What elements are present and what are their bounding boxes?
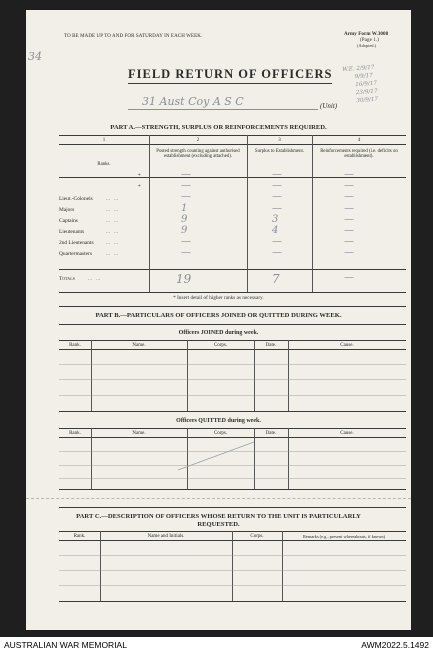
quitted-col-cause: Cause. <box>340 431 354 436</box>
form-adopted: (Adopted.) <box>357 43 377 48</box>
joined-col-divider <box>91 340 92 411</box>
part-c-col-rank: Rank. <box>73 534 86 539</box>
archive-caption <box>0 637 433 653</box>
rank-row-label: * <box>138 184 141 190</box>
part-b-heading: PART B.—PARTICULARS OF OFFICERS JOINED OR QUITTED DURING WEEK. <box>95 312 342 319</box>
ranks-header: Ranks. <box>97 162 111 167</box>
strength-value: — <box>181 191 191 202</box>
rank-row-label: Lieut.-Colonels <box>59 196 93 202</box>
reinforcements-value: — <box>344 225 354 236</box>
rank-row-label: * <box>138 173 141 179</box>
part-a-col-divider <box>312 135 313 292</box>
reinforcements-value: — <box>344 169 354 180</box>
archive-name: AUSTRALIAN WAR MEMORIAL <box>4 640 127 650</box>
strength-header: Posted strength counting against authorised establishment (excluding attached). <box>156 149 240 160</box>
unit-line <box>128 109 318 110</box>
reinforcements-header: Reinforcements required (i.e. deficits on establishment). <box>320 149 398 160</box>
part-c-top-rule <box>59 507 406 508</box>
part-c-col-remarks: Remarks (e.g., present whereabouts, if known) <box>302 534 386 539</box>
part-c-heading: PART C.—DESCRIPTION OF OFFICERS WHOSE RETURN TO THE UNIT IS PARTICULARLY <box>76 513 361 520</box>
pencil-stroke <box>176 440 256 472</box>
rank-row-label: Captains <box>59 218 78 224</box>
surplus-value: — <box>272 180 282 191</box>
rank-row-label: Quartermasters <box>59 251 92 257</box>
quitted-col-divider <box>288 428 289 489</box>
part-c-heading-cont: REQUESTED. <box>197 521 240 528</box>
rank-row-label: Majors <box>59 207 75 213</box>
quitted-title: Officers QUITTED during week. <box>176 418 261 424</box>
quitted-col-name: Name. <box>132 431 146 436</box>
part-b-rule <box>59 324 406 325</box>
joined-row-line <box>59 379 406 380</box>
part-c-bottom-rule <box>59 601 406 602</box>
joined-col-divider <box>288 340 289 411</box>
reinforcements-value: — <box>344 214 354 225</box>
unit-name: 31 Aust Coy A S C <box>142 95 244 108</box>
title-underline <box>128 83 332 84</box>
quitted-top-rule <box>59 428 406 429</box>
quitted-col-date: Date. <box>265 431 277 436</box>
strength-value: 1 <box>181 203 188 214</box>
part-a-body-rule <box>59 269 406 270</box>
leader-dots: ... ... <box>88 277 101 282</box>
form-number: Army Form W.3008 <box>344 32 389 37</box>
rank-row-label: Lieutenants <box>59 229 85 235</box>
col-number: 1 <box>102 138 106 143</box>
col-number: 3 <box>278 138 281 143</box>
part-c-col-corps: Corps. <box>250 534 264 539</box>
strength-value: 9 <box>181 214 188 225</box>
part-a-footnote: * Insert detail of higher ranks as necessary. <box>173 296 264 301</box>
col-number: 4 <box>357 138 361 143</box>
part-c-col-divider <box>100 531 101 601</box>
part-c-col-name: Name and Initials. <box>147 534 185 539</box>
leader-dots: ... ... <box>106 208 119 213</box>
reinforcements-value: — <box>344 236 354 247</box>
part-a-col-divider <box>149 135 150 292</box>
date-note: 30/9/17 <box>356 96 379 105</box>
joined-col-divider <box>254 340 255 411</box>
strength-value: — <box>181 180 191 191</box>
joined-col-corps: Corps. <box>213 343 228 348</box>
unit-label: (Unit) <box>320 102 338 110</box>
strength-value: 9 <box>181 225 188 236</box>
date-note: 9/9/17 <box>354 72 373 81</box>
quitted-col-corps: Corps. <box>213 431 228 436</box>
quitted-header-rule <box>59 437 406 438</box>
date-notes <box>342 64 378 106</box>
date-note: W.E. 2/9/17 <box>342 64 375 73</box>
part-c-col-divider <box>232 531 233 601</box>
joined-top-rule <box>59 340 406 341</box>
part-c-row-line <box>59 570 406 571</box>
col-number: 2 <box>196 138 200 143</box>
part-a-heading: PART A.—STRENGTH, SURPLUS OR REINFORCEMENTS REQUIRED. <box>110 124 327 131</box>
surplus-value: — <box>272 191 282 202</box>
form-title: FIELD RETURN OF OFFICERS <box>128 67 333 81</box>
surplus-value: — <box>272 169 282 180</box>
joined-bottom-rule <box>59 411 406 412</box>
joined-col-date: Date. <box>265 343 277 348</box>
strength-value: — <box>181 236 191 247</box>
joined-col-name: Name. <box>132 343 146 348</box>
quitted-col-divider <box>91 428 92 489</box>
surplus-value: 4 <box>272 225 279 236</box>
form-instruction: TO BE MADE UP TO AND FOR SATURDAY IN EACH WEEK. <box>64 34 203 39</box>
total-strength: 19 <box>176 272 192 286</box>
margin-number: 34 <box>28 50 42 63</box>
archive-reference: AWM2022.5.1492 <box>361 640 429 650</box>
leader-dots: ... ... <box>106 219 119 224</box>
totals-label: Totals <box>59 276 75 282</box>
part-b-top-rule <box>59 306 406 307</box>
total-surplus: 7 <box>272 272 280 286</box>
surplus-value: — <box>272 236 282 247</box>
reinforcements-value: — <box>344 191 354 202</box>
part-a-bottom-rule <box>59 292 406 293</box>
reinforcements-value: — <box>344 180 354 191</box>
fold-line <box>26 498 411 499</box>
quitted-col-rank: Rank. <box>69 431 81 436</box>
part-a-number-rule <box>59 144 406 145</box>
army-form-page <box>26 10 411 630</box>
form-page: (Page 1.) <box>360 38 379 43</box>
surplus-value: 3 <box>272 214 279 225</box>
leader-dots: ... ... <box>106 241 119 246</box>
surplus-value: — <box>272 203 282 214</box>
quitted-row-line <box>59 478 406 479</box>
part-a-top-rule <box>59 135 406 136</box>
part-c-row-line <box>59 585 406 586</box>
strength-value: — <box>181 169 191 180</box>
part-a-col-divider <box>247 135 248 292</box>
date-note: 16/9/17 <box>355 80 378 89</box>
joined-header-rule <box>59 349 406 350</box>
reinforcements-value: — <box>344 203 354 214</box>
part-c-row-line <box>59 555 406 556</box>
date-note: 23/9/17 <box>355 88 378 97</box>
leader-dots: ... ... <box>106 252 119 257</box>
joined-col-divider <box>187 340 188 411</box>
joined-row-line <box>59 395 406 396</box>
strength-value: — <box>181 247 191 258</box>
joined-row-line <box>59 364 406 365</box>
reinforcements-value: — <box>344 247 354 258</box>
total-reinforcements: — <box>344 272 354 283</box>
leader-dots: ... ... <box>106 197 119 202</box>
joined-col-cause: Cause. <box>340 343 354 348</box>
quitted-bottom-rule <box>59 489 406 490</box>
part-c-col-divider <box>282 531 283 601</box>
joined-title: Officers JOINED during week. <box>178 330 259 336</box>
surplus-header: Surplus to Establishment. <box>254 149 305 154</box>
surplus-value: — <box>272 247 282 258</box>
joined-col-rank: Rank. <box>69 343 81 348</box>
leader-dots: ... ... <box>106 230 119 235</box>
rank-row-label: 2nd Lieutenants <box>59 240 94 246</box>
